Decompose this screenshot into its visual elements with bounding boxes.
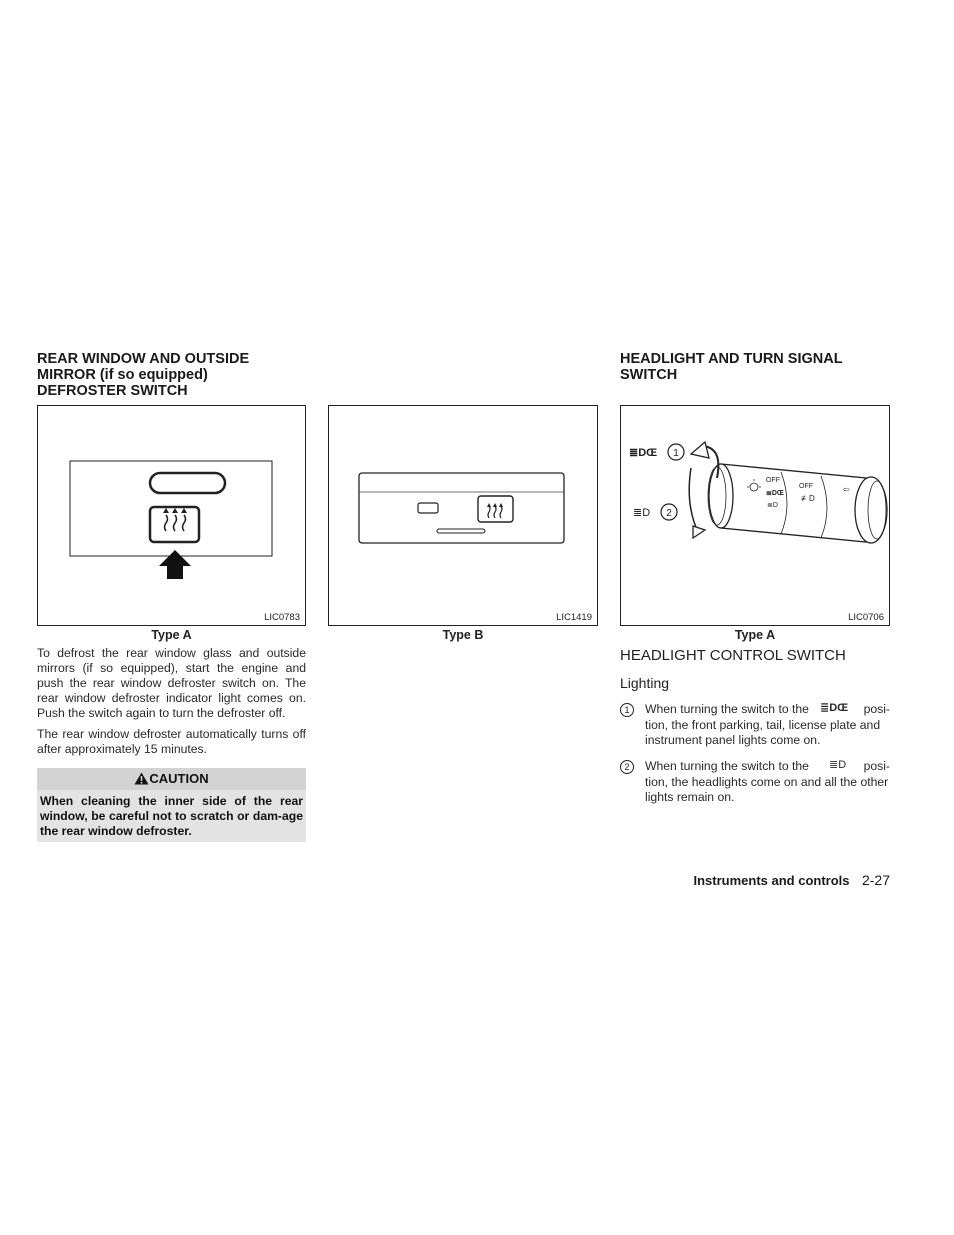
figure-defroster-type-b [328,405,598,626]
defroster-switch-type-b-illustration [329,406,597,625]
page-footer [693,872,890,890]
figure-code: LIC0706 [848,612,884,623]
callout-2-label: 2 [666,508,672,519]
item-1-text: When turning the switch to the ≣DŒ posi- tion, the front parking, tail, license plate and instrument panel lights come on. [645,702,890,747]
svg-text:≣D: ≣D [767,502,778,509]
left-heading-line3: DEFROSTER SWITCH [37,383,188,399]
right-section-heading [620,351,890,383]
right-heading-line2: SWITCH [620,367,678,383]
item-number-2: 2 [620,760,634,774]
svg-text:≢D: ≢D [801,494,815,503]
figure-headlight-switch [620,405,890,626]
headlight-icon: ≣D [633,507,651,519]
caution-box [37,768,306,842]
headlight-icon: ≣D [829,759,847,771]
caution-header [37,768,306,790]
parking-light-icon: ≣DŒ [629,447,658,459]
left-heading-line1: REAR WINDOW AND OUTSIDE [37,351,250,367]
defroster-paragraph-2: The rear window defroster automatically turns off after approximately 15 minutes. [37,727,306,756]
headlight-switch-illustration [621,406,889,625]
figure-caption: Type B [442,628,484,642]
defroster-paragraph-1: To defrost the rear window glass and outside mirrors (if so equipped), start the engine and push the rear window defroster switch on. The rear window defroster indicator light comes on. Push the switch again to turn the defroster off. [37,646,306,720]
callout-1-label: 1 [673,448,679,459]
lighting-subtitle: Lighting [620,675,670,691]
figure-code: LIC1419 [556,612,592,623]
figure-code: LIC0783 [264,612,300,623]
off-label-2: OFF [799,483,813,490]
svg-text:⇦: ⇦ [843,485,850,494]
page-number: 2-27 [861,872,890,888]
figure-defroster-type-a [37,405,306,626]
footer-section-label: Instruments and controls [693,873,850,888]
headlight-control-title: HEADLIGHT CONTROL SWITCH [620,647,846,664]
caution-text: When cleaning the inner side of the rear window, be careful not to scratch or dam-age the rear window defroster. [37,790,306,842]
figure-caption: Type A [151,628,192,642]
caution-title: CAUTION [149,771,209,786]
svg-text:≣DŒ: ≣DŒ [766,490,784,497]
right-heading-line1: HEADLIGHT AND TURN SIGNAL [620,351,843,367]
parking-light-icon: ≣DŒ [820,702,849,714]
item-2-text: When turning the switch to the ≣D posi- tion, the headlights come on and all the other lights remain on. [645,759,890,804]
defroster-switch-type-a-illustration [38,406,305,625]
left-heading-line2: MIRROR (if so equipped) [37,367,208,383]
warning-triangle-icon [134,772,149,785]
off-label-1: OFF [766,477,780,484]
left-section-heading [37,351,307,399]
figure-caption: Type A [734,628,776,642]
item-number-1: 1 [620,703,634,717]
